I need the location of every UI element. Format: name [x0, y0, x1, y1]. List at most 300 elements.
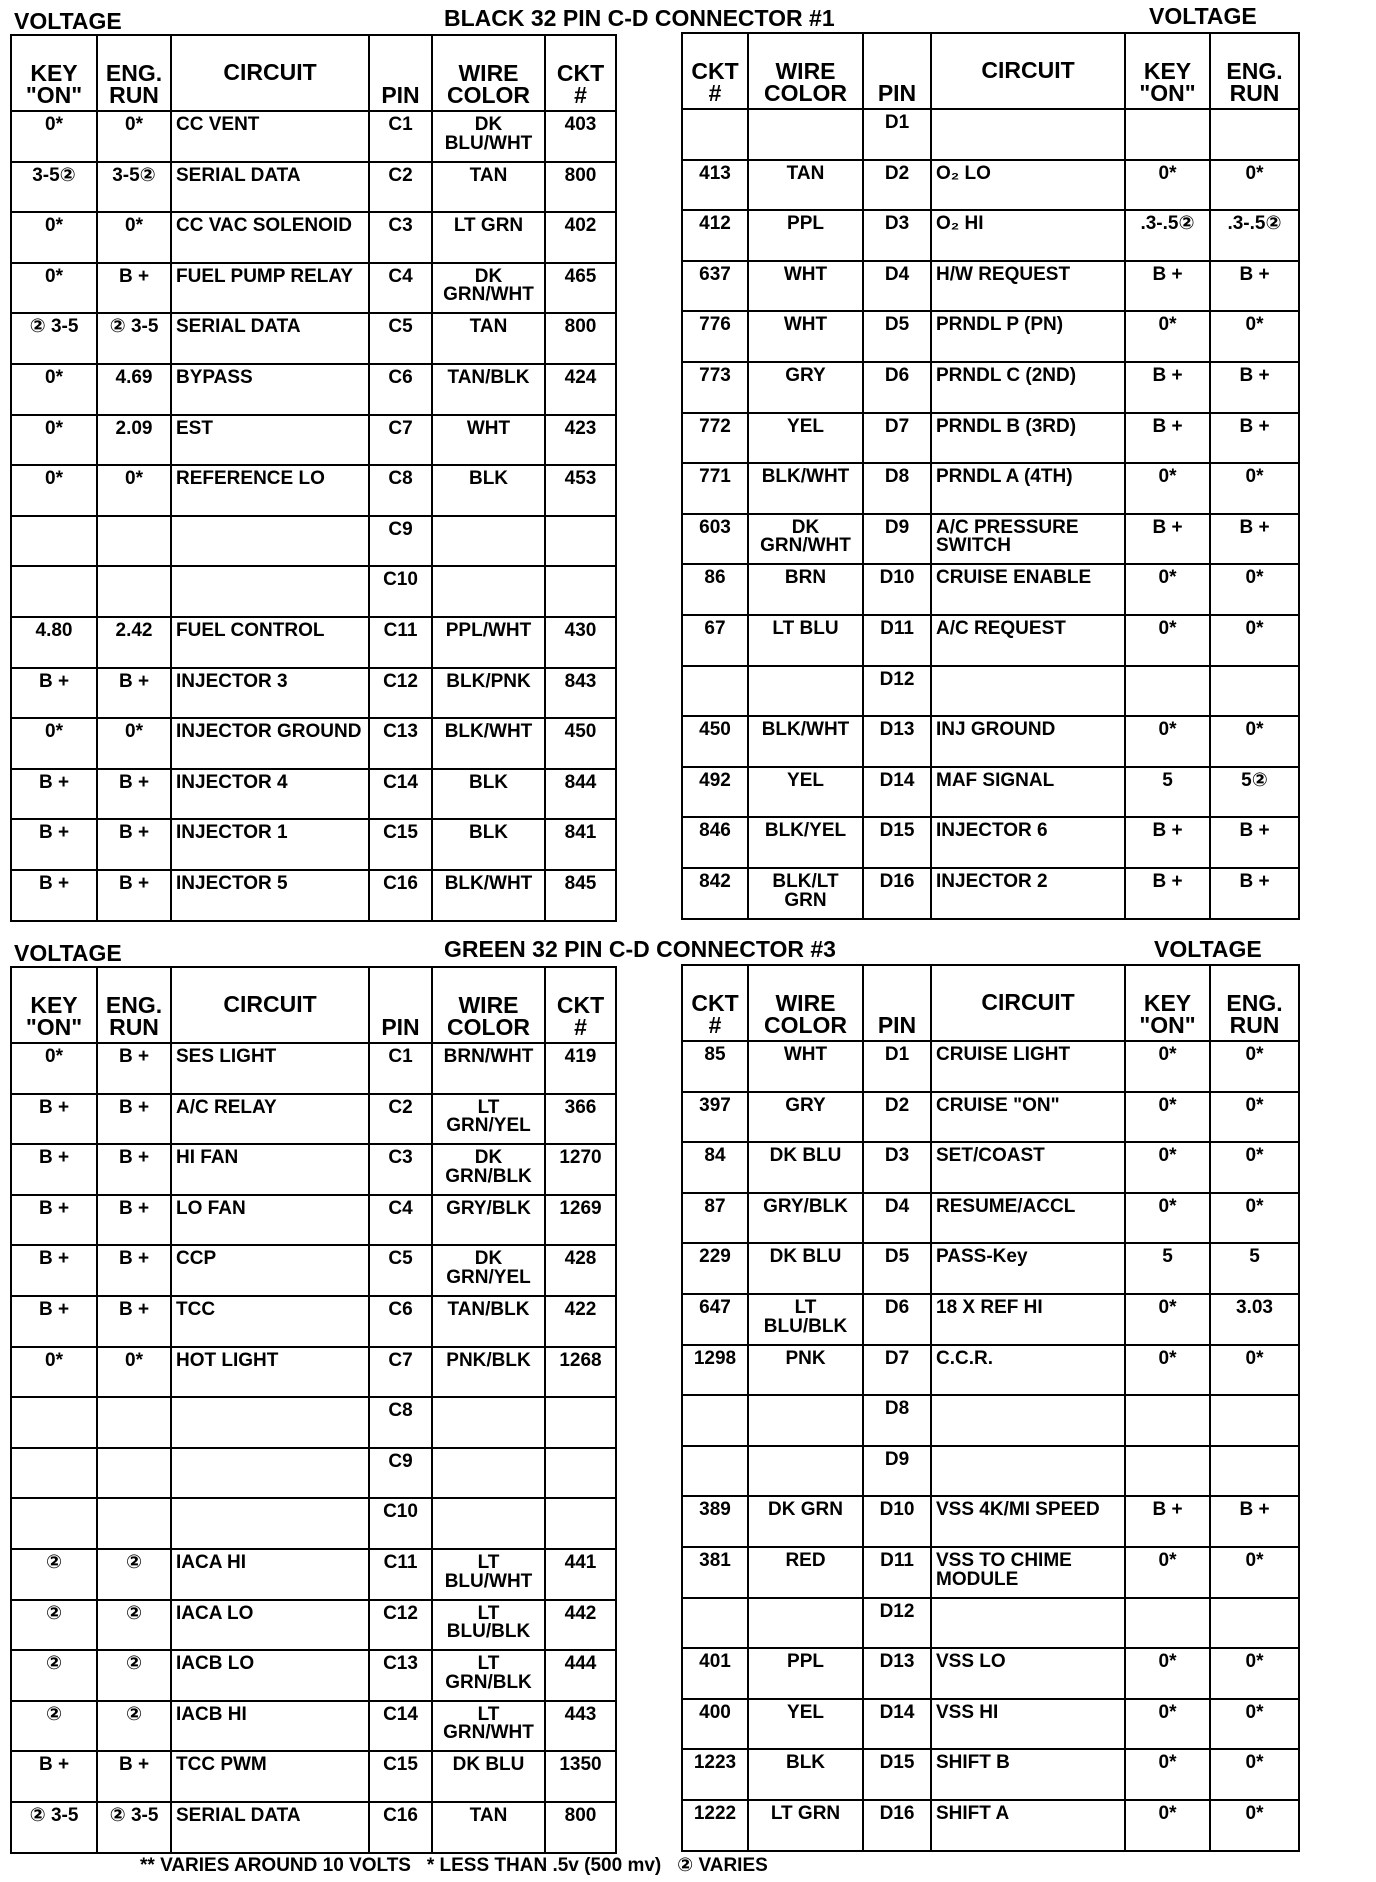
- cell-wire-color: DK GRN: [748, 1496, 863, 1547]
- cell-key-on: B +: [11, 819, 97, 870]
- cell-key-on: 0*: [1125, 1699, 1210, 1750]
- cell-ckt-num: 423: [545, 415, 616, 466]
- cell-wire-color: BLK/WHT: [432, 718, 545, 769]
- header-wire-color: WIRE COLOR: [748, 965, 863, 1041]
- table-row: [682, 514, 1299, 565]
- cell-ckt-num: 800: [545, 162, 616, 213]
- top-right-table: [681, 32, 1300, 920]
- cell-ckt-num: 843: [545, 668, 616, 719]
- cell-ckt-num: [682, 1598, 748, 1649]
- table-row: [682, 1395, 1299, 1446]
- cell-circuit: CRUISE "ON": [931, 1092, 1125, 1143]
- cell-circuit: [931, 666, 1125, 717]
- cell-eng-run: [97, 1498, 171, 1549]
- header-circuit: CIRCUIT: [931, 33, 1125, 109]
- header-row: [682, 965, 1299, 1041]
- cell-key-on: 0*: [11, 415, 97, 466]
- cell-pin: D15: [863, 1749, 931, 1800]
- cell-key-on: B +: [1125, 413, 1210, 464]
- cell-circuit: A/C PRESSURE SWITCH: [931, 514, 1125, 565]
- legend-varies: ② VARIES: [677, 1855, 768, 1876]
- table-row: [11, 465, 616, 516]
- cell-wire-color: TAN: [432, 1802, 545, 1853]
- cell-circuit: IACA HI: [171, 1549, 369, 1600]
- cell-key-on: B +: [11, 1094, 97, 1145]
- cell-eng-run: B +: [97, 1043, 171, 1094]
- cell-key-on: B +: [1125, 1496, 1210, 1547]
- cell-circuit: INJECTOR 1: [171, 819, 369, 870]
- cell-eng-run: ② 3-5: [97, 1802, 171, 1853]
- cell-eng-run: B +: [1210, 868, 1299, 919]
- cell-pin: D14: [863, 1699, 931, 1750]
- cell-eng-run: 0*: [97, 111, 171, 162]
- table-row: [11, 1144, 616, 1195]
- cell-pin: C15: [369, 819, 432, 870]
- cell-eng-run: 0*: [1210, 1345, 1299, 1396]
- cell-eng-run: [1210, 1446, 1299, 1497]
- bottom-left-table: [10, 966, 617, 1854]
- cell-ckt-num: 443: [545, 1701, 616, 1752]
- cell-key-on: 0*: [11, 212, 97, 263]
- cell-pin: D1: [863, 109, 931, 160]
- cell-eng-run: B +: [1210, 817, 1299, 868]
- cell-circuit: [171, 516, 369, 567]
- table-row: [11, 1245, 616, 1296]
- cell-circuit: INJECTOR GROUND: [171, 718, 369, 769]
- cell-wire-color: YEL: [748, 1699, 863, 1750]
- cell-pin: C12: [369, 668, 432, 719]
- table-row: [682, 1699, 1299, 1750]
- cell-key-on: 0*: [1125, 615, 1210, 666]
- table-row: [11, 1600, 616, 1651]
- cell-ckt-num: 773: [682, 362, 748, 413]
- cell-eng-run: [97, 516, 171, 567]
- cell-wire-color: DK GRN/WHT: [432, 263, 545, 314]
- cell-key-on: 5: [1125, 767, 1210, 818]
- cell-eng-run: 0*: [1210, 463, 1299, 514]
- cell-ckt-num: [682, 1446, 748, 1497]
- cell-eng-run: 5②: [1210, 767, 1299, 818]
- cell-pin: C4: [369, 263, 432, 314]
- cell-wire-color: BLK/YEL: [748, 817, 863, 868]
- cell-eng-run: 4.69: [97, 364, 171, 415]
- cell-circuit: CC VENT: [171, 111, 369, 162]
- cell-wire-color: [748, 1446, 863, 1497]
- cell-eng-run: 0*: [1210, 1648, 1299, 1699]
- cell-eng-run: 0*: [1210, 1547, 1299, 1598]
- cell-wire-color: GRY: [748, 1092, 863, 1143]
- cell-wire-color: BLK/LT GRN: [748, 868, 863, 919]
- cell-ckt-num: 647: [682, 1294, 748, 1345]
- table-row: [682, 767, 1299, 818]
- cell-eng-run: 0*: [1210, 716, 1299, 767]
- cell-circuit: LO FAN: [171, 1195, 369, 1246]
- cell-key-on: ②: [11, 1701, 97, 1752]
- cell-eng-run: 0*: [1210, 564, 1299, 615]
- cell-ckt-num: 442: [545, 1600, 616, 1651]
- cell-ckt-num: [545, 566, 616, 617]
- cell-eng-run: 2.09: [97, 415, 171, 466]
- cell-wire-color: DK BLU: [748, 1142, 863, 1193]
- cell-eng-run: 2.42: [97, 617, 171, 668]
- cell-eng-run: 0*: [97, 1347, 171, 1398]
- cell-wire-color: [432, 566, 545, 617]
- cell-key-on: 0*: [1125, 1648, 1210, 1699]
- cell-pin: C9: [369, 516, 432, 567]
- table-row: [682, 1294, 1299, 1345]
- table-row: [682, 109, 1299, 160]
- cell-circuit: H/W REQUEST: [931, 261, 1125, 312]
- cell-pin: C12: [369, 1600, 432, 1651]
- cell-key-on: B +: [11, 668, 97, 719]
- cell-pin: D8: [863, 463, 931, 514]
- cell-circuit: SHIFT A: [931, 1800, 1125, 1851]
- cell-key-on: ②: [11, 1650, 97, 1701]
- cell-pin: D4: [863, 261, 931, 312]
- cell-circuit: IACA LO: [171, 1600, 369, 1651]
- table-row: [11, 1549, 616, 1600]
- header-ckt-num: CKT #: [545, 35, 616, 111]
- table-row: [682, 1345, 1299, 1396]
- cell-wire-color: DK BLU: [432, 1751, 545, 1802]
- table-row: [11, 313, 616, 364]
- cell-pin: D3: [863, 210, 931, 261]
- cell-pin: C2: [369, 162, 432, 213]
- table-row: [682, 817, 1299, 868]
- cell-eng-run: ②: [97, 1600, 171, 1651]
- cell-eng-run: B +: [97, 819, 171, 870]
- table-row: [11, 1802, 616, 1853]
- cell-ckt-num: 403: [545, 111, 616, 162]
- cell-wire-color: TAN/BLK: [432, 1296, 545, 1347]
- cell-wire-color: WHT: [432, 415, 545, 466]
- cell-circuit: CRUISE ENABLE: [931, 564, 1125, 615]
- header-pin: PIN: [369, 967, 432, 1043]
- table-row: [682, 1092, 1299, 1143]
- cell-key-on: 3-5②: [11, 162, 97, 213]
- header-circuit: CIRCUIT: [171, 967, 369, 1043]
- cell-ckt-num: 800: [545, 313, 616, 364]
- cell-pin: C11: [369, 617, 432, 668]
- cell-eng-run: B +: [97, 870, 171, 921]
- cell-ckt-num: 844: [545, 769, 616, 820]
- cell-eng-run: 5: [1210, 1243, 1299, 1294]
- cell-wire-color: PNK/BLK: [432, 1347, 545, 1398]
- cell-circuit: FUEL PUMP RELAY: [171, 263, 369, 314]
- cell-wire-color: BLK: [748, 1749, 863, 1800]
- cell-wire-color: DK BLU/WHT: [432, 111, 545, 162]
- cell-pin: D12: [863, 666, 931, 717]
- cell-wire-color: BRN: [748, 564, 863, 615]
- cell-circuit: CRUISE LIGHT: [931, 1041, 1125, 1092]
- cell-circuit: EST: [171, 415, 369, 466]
- cell-pin: D3: [863, 1142, 931, 1193]
- cell-pin: D10: [863, 1496, 931, 1547]
- cell-pin: D5: [863, 1243, 931, 1294]
- header-wire-color: WIRE COLOR: [432, 967, 545, 1043]
- cell-ckt-num: 366: [545, 1094, 616, 1145]
- cell-key-on: 0*: [11, 465, 97, 516]
- cell-pin: D12: [863, 1598, 931, 1649]
- cell-key-on: [11, 1397, 97, 1448]
- table-row: [682, 716, 1299, 767]
- cell-key-on: 0*: [1125, 463, 1210, 514]
- cell-key-on: B +: [11, 1144, 97, 1195]
- cell-key-on: ② 3-5: [11, 1802, 97, 1853]
- cell-key-on: 0*: [1125, 1092, 1210, 1143]
- cell-eng-run: B +: [97, 1094, 171, 1145]
- cell-circuit: SERIAL DATA: [171, 1802, 369, 1853]
- cell-eng-run: 0*: [1210, 1749, 1299, 1800]
- cell-ckt-num: 413: [682, 160, 748, 211]
- cell-wire-color: BLK/WHT: [748, 463, 863, 514]
- header-eng-run: ENG. RUN: [1210, 965, 1299, 1041]
- cell-eng-run: [97, 566, 171, 617]
- cell-eng-run: B +: [1210, 1496, 1299, 1547]
- cell-key-on: B +: [11, 870, 97, 921]
- cell-circuit: SERIAL DATA: [171, 313, 369, 364]
- table-row: [682, 362, 1299, 413]
- cell-eng-run: B +: [97, 1195, 171, 1246]
- cell-circuit: TCC: [171, 1296, 369, 1347]
- cell-eng-run: 0*: [97, 718, 171, 769]
- table-row: [682, 1243, 1299, 1294]
- cell-circuit: [171, 1397, 369, 1448]
- table-row: [11, 819, 616, 870]
- cell-pin: D2: [863, 1092, 931, 1143]
- table-row: [11, 870, 616, 921]
- cell-key-on: 0*: [1125, 311, 1210, 362]
- table-row: [682, 868, 1299, 919]
- cell-eng-run: 0*: [1210, 1800, 1299, 1851]
- cell-ckt-num: 841: [545, 819, 616, 870]
- cell-key-on: B +: [1125, 868, 1210, 919]
- cell-wire-color: LT GRN: [748, 1800, 863, 1851]
- cell-pin: C10: [369, 1498, 432, 1549]
- cell-pin: C2: [369, 1094, 432, 1145]
- legend: [140, 1854, 768, 1877]
- cell-wire-color: PNK: [748, 1345, 863, 1396]
- cell-eng-run: 0*: [1210, 160, 1299, 211]
- cell-pin: C13: [369, 1650, 432, 1701]
- cell-pin: D16: [863, 1800, 931, 1851]
- cell-pin: C16: [369, 1802, 432, 1853]
- table-row: [682, 1041, 1299, 1092]
- cell-pin: C5: [369, 1245, 432, 1296]
- cell-eng-run: 0*: [1210, 311, 1299, 362]
- cell-eng-run: B +: [97, 1144, 171, 1195]
- cell-ckt-num: 441: [545, 1549, 616, 1600]
- cell-pin: C11: [369, 1549, 432, 1600]
- cell-key-on: 0*: [11, 364, 97, 415]
- cell-ckt-num: 450: [545, 718, 616, 769]
- cell-circuit: 18 X REF HI: [931, 1294, 1125, 1345]
- cell-circuit: SES LIGHT: [171, 1043, 369, 1094]
- cell-circuit: SHIFT B: [931, 1749, 1125, 1800]
- cell-circuit: PRNDL C (2ND): [931, 362, 1125, 413]
- cell-wire-color: WHT: [748, 311, 863, 362]
- cell-ckt-num: 419: [545, 1043, 616, 1094]
- cell-circuit: [171, 1448, 369, 1499]
- cell-pin: D6: [863, 362, 931, 413]
- cell-pin: D10: [863, 564, 931, 615]
- table-row: [682, 261, 1299, 312]
- cell-pin: D1: [863, 1041, 931, 1092]
- table-row: [682, 564, 1299, 615]
- cell-pin: C4: [369, 1195, 432, 1246]
- cell-circuit: PRNDL P (PN): [931, 311, 1125, 362]
- cell-wire-color: [432, 516, 545, 567]
- top-voltage-left: VOLTAGE: [14, 8, 122, 34]
- cell-wire-color: TAN/BLK: [432, 364, 545, 415]
- cell-key-on: [1125, 666, 1210, 717]
- cell-wire-color: BLK/WHT: [432, 870, 545, 921]
- cell-key-on: 0*: [1125, 716, 1210, 767]
- table-row: [11, 668, 616, 719]
- cell-wire-color: BLK/WHT: [748, 716, 863, 767]
- header-key-on: KEY "ON": [11, 967, 97, 1043]
- cell-pin: D14: [863, 767, 931, 818]
- cell-key-on: 0*: [1125, 160, 1210, 211]
- cell-ckt-num: 1350: [545, 1751, 616, 1802]
- header-wire-color: WIRE COLOR: [432, 35, 545, 111]
- cell-circuit: PASS-Key: [931, 1243, 1125, 1294]
- cell-circuit: PRNDL A (4TH): [931, 463, 1125, 514]
- cell-ckt-num: [545, 1397, 616, 1448]
- cell-ckt-num: 67: [682, 615, 748, 666]
- cell-wire-color: GRY/BLK: [432, 1195, 545, 1246]
- cell-ckt-num: 229: [682, 1243, 748, 1294]
- cell-eng-run: ②: [97, 1650, 171, 1701]
- cell-key-on: ②: [11, 1549, 97, 1600]
- cell-key-on: ② 3-5: [11, 313, 97, 364]
- cell-circuit: CC VAC SOLENOID: [171, 212, 369, 263]
- cell-circuit: A/C REQUEST: [931, 615, 1125, 666]
- cell-eng-run: B +: [1210, 261, 1299, 312]
- cell-pin: C1: [369, 1043, 432, 1094]
- cell-circuit: O₂ LO: [931, 160, 1125, 211]
- cell-eng-run: [1210, 1598, 1299, 1649]
- cell-eng-run: 0*: [1210, 1193, 1299, 1244]
- cell-eng-run: ② 3-5: [97, 313, 171, 364]
- cell-eng-run: 3-5②: [97, 162, 171, 213]
- header-pin: PIN: [369, 35, 432, 111]
- table-row: [682, 666, 1299, 717]
- cell-pin: D9: [863, 1446, 931, 1497]
- cell-circuit: RESUME/ACCL: [931, 1193, 1125, 1244]
- cell-key-on: 0*: [11, 111, 97, 162]
- table-row: [682, 1648, 1299, 1699]
- cell-wire-color: DK GRN/YEL: [432, 1245, 545, 1296]
- cell-key-on: B +: [11, 769, 97, 820]
- cell-ckt-num: 1270: [545, 1144, 616, 1195]
- cell-ckt-num: 1298: [682, 1345, 748, 1396]
- table-row: [11, 364, 616, 415]
- cell-ckt-num: 465: [545, 263, 616, 314]
- cell-key-on: 0*: [1125, 1749, 1210, 1800]
- header-key-on: KEY "ON": [11, 35, 97, 111]
- cell-eng-run: [97, 1448, 171, 1499]
- cell-circuit: FUEL CONTROL: [171, 617, 369, 668]
- cell-eng-run: [1210, 109, 1299, 160]
- top-connector-title: BLACK 32 PIN C-D CONNECTOR #1: [444, 5, 835, 31]
- bottom-connector-title: GREEN 32 PIN C-D CONNECTOR #3: [444, 936, 836, 962]
- cell-key-on: B +: [11, 1245, 97, 1296]
- cell-eng-run: B +: [97, 1245, 171, 1296]
- top-voltage-right: VOLTAGE: [1149, 3, 1257, 29]
- cell-ckt-num: [545, 516, 616, 567]
- cell-circuit: VSS LO: [931, 1648, 1125, 1699]
- cell-ckt-num: 450: [682, 716, 748, 767]
- cell-ckt-num: [545, 1448, 616, 1499]
- cell-circuit: [931, 1598, 1125, 1649]
- header-ckt-num: CKT #: [682, 965, 748, 1041]
- cell-ckt-num: 1222: [682, 1800, 748, 1851]
- cell-wire-color: DK BLU: [748, 1243, 863, 1294]
- header-eng-run: ENG. RUN: [97, 967, 171, 1043]
- cell-circuit: [931, 1395, 1125, 1446]
- cell-key-on: [11, 1498, 97, 1549]
- cell-wire-color: [432, 1498, 545, 1549]
- cell-wire-color: RED: [748, 1547, 863, 1598]
- table-row: [682, 210, 1299, 261]
- cell-key-on: 5: [1125, 1243, 1210, 1294]
- table-row: [682, 1142, 1299, 1193]
- cell-circuit: VSS HI: [931, 1699, 1125, 1750]
- table-row: [682, 1193, 1299, 1244]
- table-row: [11, 1448, 616, 1499]
- table-row: [11, 718, 616, 769]
- cell-wire-color: LT BLU/BLK: [432, 1600, 545, 1651]
- cell-pin: D11: [863, 615, 931, 666]
- cell-pin: C10: [369, 566, 432, 617]
- cell-pin: C13: [369, 718, 432, 769]
- cell-circuit: INJECTOR 5: [171, 870, 369, 921]
- cell-key-on: [11, 1448, 97, 1499]
- cell-circuit: VSS 4K/MI SPEED: [931, 1496, 1125, 1547]
- cell-wire-color: LT BLU: [748, 615, 863, 666]
- cell-pin: C8: [369, 1397, 432, 1448]
- cell-ckt-num: 84: [682, 1142, 748, 1193]
- top-left-table: [10, 34, 617, 922]
- cell-ckt-num: 453: [545, 465, 616, 516]
- cell-circuit: [171, 1498, 369, 1549]
- cell-circuit: TCC PWM: [171, 1751, 369, 1802]
- cell-ckt-num: 846: [682, 817, 748, 868]
- cell-wire-color: LT GRN: [432, 212, 545, 263]
- cell-wire-color: LT BLU/WHT: [432, 1549, 545, 1600]
- cell-key-on: [11, 516, 97, 567]
- table-row: [682, 615, 1299, 666]
- cell-eng-run: 0*: [1210, 1142, 1299, 1193]
- cell-wire-color: [748, 1598, 863, 1649]
- cell-circuit: PRNDL B (3RD): [931, 413, 1125, 464]
- cell-key-on: B +: [1125, 514, 1210, 565]
- cell-eng-run: B +: [97, 263, 171, 314]
- cell-ckt-num: [682, 109, 748, 160]
- cell-ckt-num: 397: [682, 1092, 748, 1143]
- cell-wire-color: WHT: [748, 261, 863, 312]
- cell-circuit: VSS TO CHIME MODULE: [931, 1547, 1125, 1598]
- table-row: [11, 263, 616, 314]
- cell-eng-run: B +: [1210, 362, 1299, 413]
- cell-key-on: [1125, 1446, 1210, 1497]
- cell-key-on: [1125, 109, 1210, 160]
- cell-eng-run: .3-.5②: [1210, 210, 1299, 261]
- cell-ckt-num: 381: [682, 1547, 748, 1598]
- cell-eng-run: B +: [97, 769, 171, 820]
- cell-eng-run: ②: [97, 1701, 171, 1752]
